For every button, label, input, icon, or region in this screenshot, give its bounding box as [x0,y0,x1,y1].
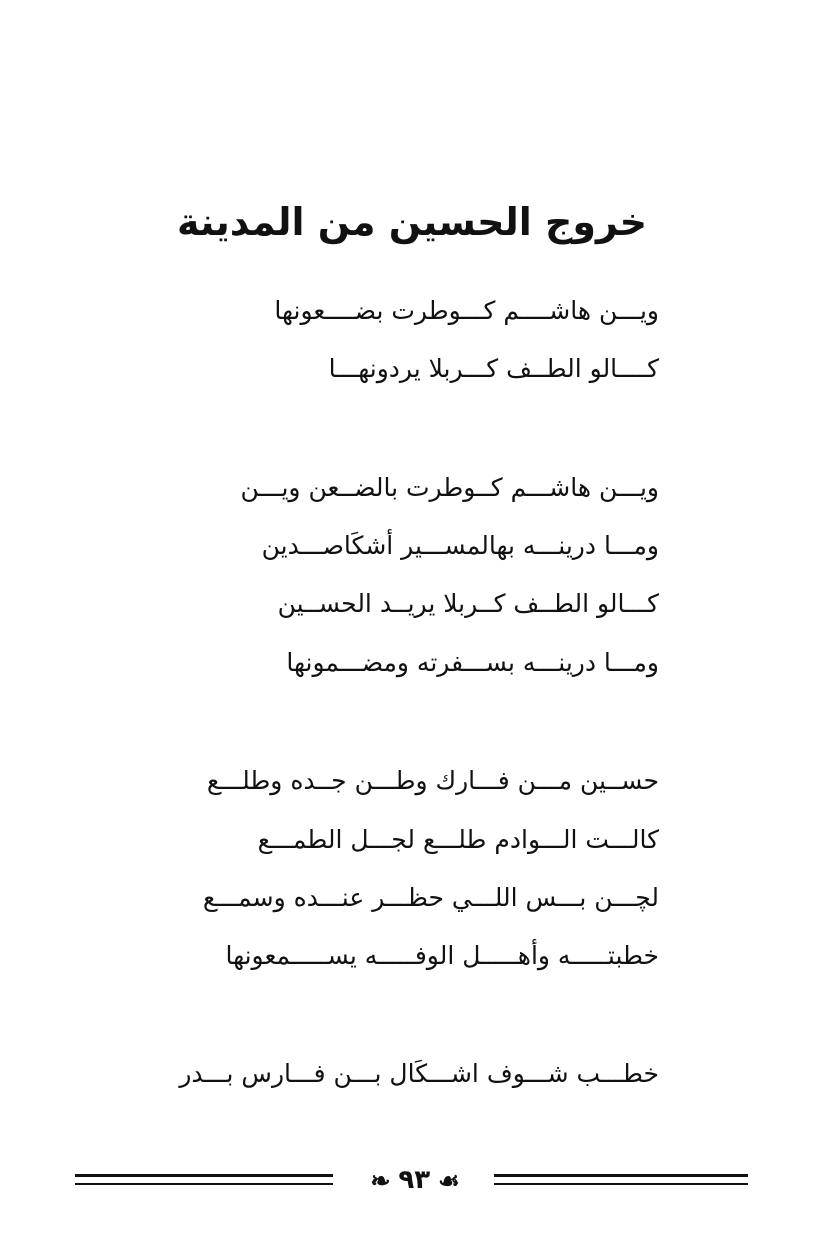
verse-line: كـــالو الطــف كــربلا يريــد الحســين [277,589,659,618]
ornament-left-icon: ❧ [370,1165,391,1195]
verse-line: كــــالو الطــف كـــربلا يردونهـــا [328,354,659,383]
verse-line: خطبتـــــه وأهـــــل الوفـــــه يســـــمعونها [225,941,659,970]
page-footer [0,1160,824,1200]
page-title: خروج الحسين من المدينة [176,200,648,244]
verse-line: لچـــن بـــس اللـــي حظـــر عنـــده وسمـــع [202,883,659,912]
verse-line: ويـــن هاشــــم كـــوطرت بضــــعونها [274,296,659,325]
verse-line: ومـــا درينـــه بهالمســـير أشكَاصـــدين [261,531,659,560]
ornament-right-icon: ☙ [438,1165,460,1195]
verse-line: ومـــا درينـــه بســـفرته ومضـــمونها [286,648,659,677]
page-number-group [350,1160,480,1200]
verse-line: ويـــن هاشـــم كــوطرت بالضــعن ويـــن [240,473,659,502]
footer-rule-right [494,1174,748,1185]
page-number: ٩٣ [398,1165,431,1195]
verse-line: حســين مـــن فـــارك وطـــن جــده وطلـــع [206,766,659,795]
verse-line: خطـــب شـــوف اشـــكَال بـــن فـــارس بـــدر [179,1059,659,1088]
verse-line: كالـــت الـــوادم طلـــع لجـــل الطمـــع [257,825,659,854]
footer-rule-left [75,1174,333,1185]
